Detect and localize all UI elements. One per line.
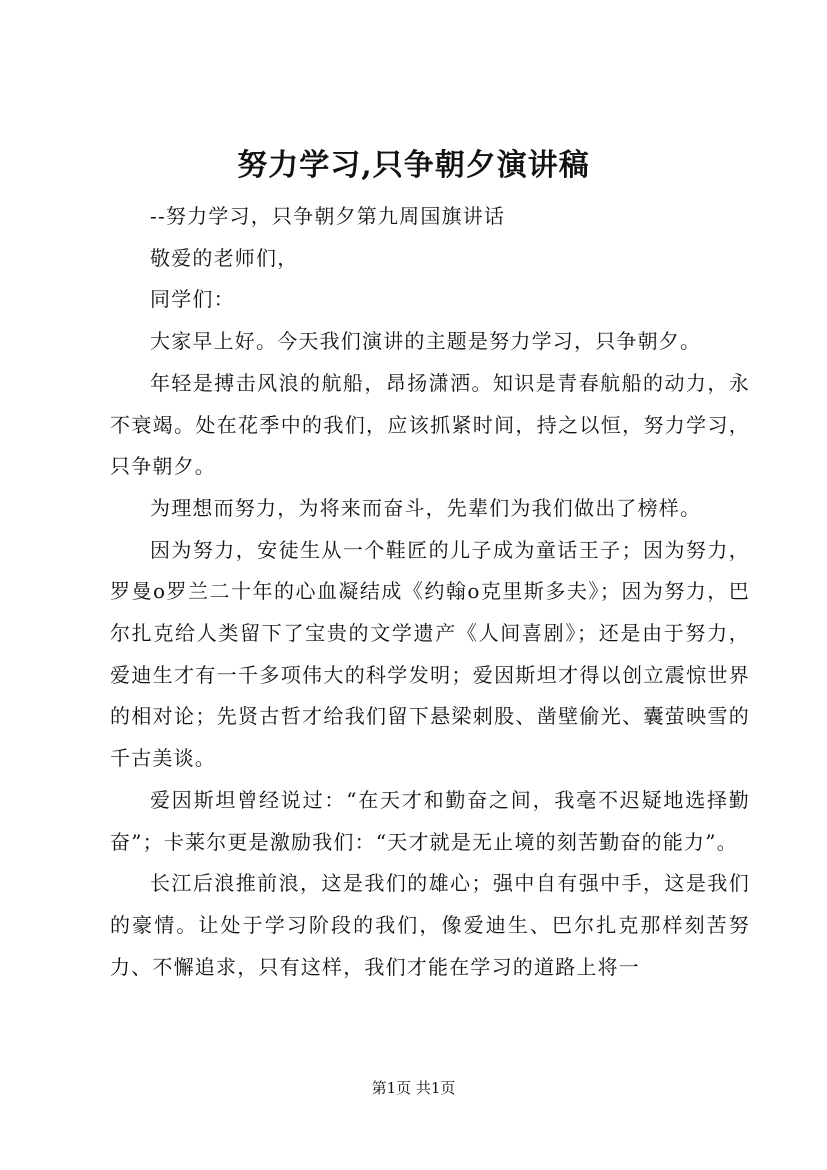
paragraph-subtitle: --努力学习，只争朝夕第九周国旗讲话 (150, 204, 506, 228)
document-title: 努力学习,只争朝夕演讲稿 (237, 148, 590, 183)
paragraph-quotes: 爱因斯坦曾经说过：“在天才和勤奋之间，我毫不迟疑地选择勤奋”；卡莱尔更是激励我们：“天才就是无止境的刻苦勤奋的能力”。 (110, 787, 750, 854)
paragraph-ideals: 为理想而努力，为将来而奋斗，先辈们为我们做出了榜样。 (150, 495, 702, 520)
paragraph-greeting-teachers: 敬爱的老师们， (150, 245, 299, 270)
paragraph-closing: 长江后浪推前浪，这是我们的雄心；强中自有强中手，这是我们的豪情。让处于学习阶段的我们，像爱迪生、巴尔扎克那样刻苦努力、不懈追求，只有这样，我们才能在学习的道路上将一 (110, 871, 750, 979)
paragraph-opening: 大家早上好。今天我们演讲的主题是努力学习，只争朝夕。 (150, 329, 702, 354)
paragraph-youth: 年轻是搏击风浪的航船，昂扬潇洒。知识是青春航船的动力，永不衰竭。处在花季中的我们，应该抓紧时间，持之以恒，努力学习，只争朝夕。 (110, 370, 750, 479)
paragraph-greeting-students: 同学们： (150, 287, 235, 312)
document-body (110, 196, 750, 988)
paragraph-examples: 因为努力，安徒生从一个鞋匠的儿子成为童话王子；因为努力，罗曼ο罗兰二十年的心血凝结成《约翰ο克里斯多夫》；因为努力，巴尔扎克给人类留下了宝贵的文学遗产《人间喜剧》；还是由于努力，爱迪生才有一千多项伟大的科学发明；爱因斯坦才得以创立震惊世界的相对论；先贤古哲才给我们留下悬梁刺股、凿壁偷光、囊萤映雪的千古美谈。 (110, 537, 750, 771)
page-footer: 第1页 共1页 (371, 1079, 456, 1097)
